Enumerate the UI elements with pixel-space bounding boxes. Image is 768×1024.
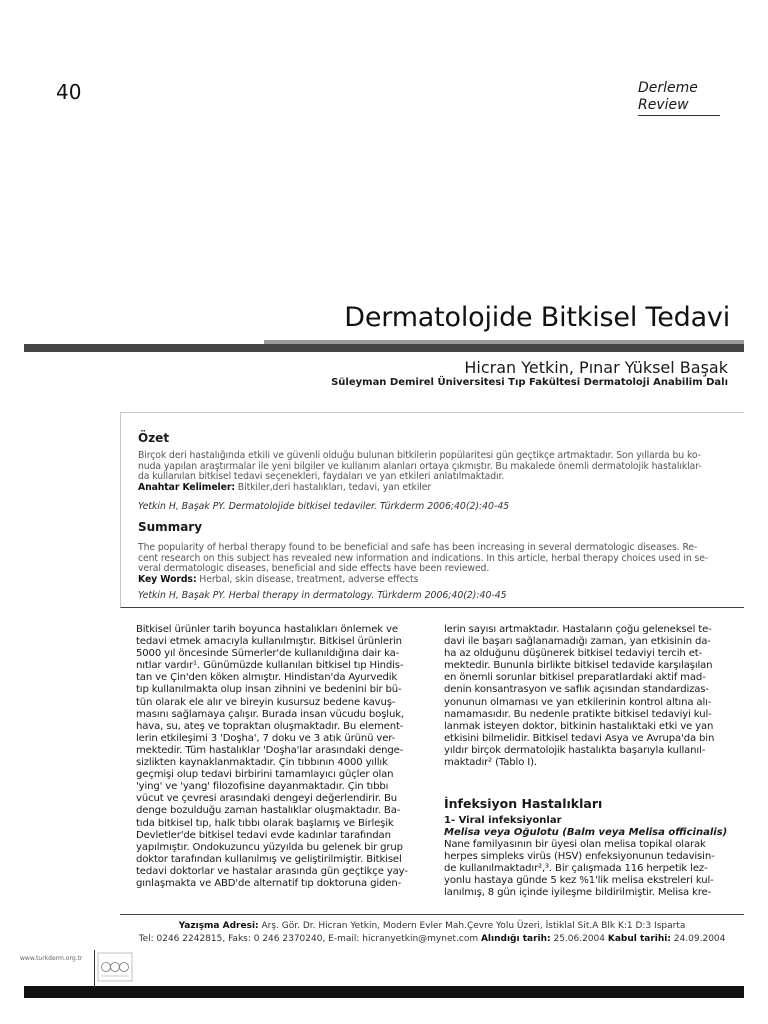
body-line: tan ve Çin'den köken almıştır. Hindistan'da Ayurvedik [136,672,398,684]
body-line: Nane familyasının bir üyesi olan melisa topikal olarak [444,839,706,850]
body-line: tıp kullanılmakta olup insan zihnini ve bedenini bir bü- [136,684,402,696]
body-line: lerin etkileşimi 3 'Doşha', 7 doku ve 3 atık ürünü ver- [136,732,396,744]
body-line: yapılmıştır. Ondokuzuncu yüzyılda bu gelenek bir grup [136,841,403,853]
ozet-keywords-text: Bitkiler,deri hastalıkları, tedavi, yan etkiler [234,481,432,493]
body-line: geçmişi olup tedavi birbirini tamamlayıcı güçler olan [136,769,394,781]
body-column-right [444,624,731,769]
body-line: yonunun olmaması ve yan etkilerinin kontrol altına alı- [444,696,712,708]
footer-contact [120,934,744,944]
ozet-line: da kullanılan bitkisel tedavi seçenekleri, faydaları ve yan etkileri anlatılmaktadır. [138,471,505,482]
body-line: herpes simpleks virüs (HSV) enfeksiyonunun tedavisin- [444,851,715,863]
body-line: etkisini bilmelidir. Bitkisel tedavi Asya ve Avrupa'da bin [444,732,715,744]
section-label-en: Review [638,97,720,116]
ozet-body [138,451,742,493]
bottom-bar [24,986,744,998]
summary-line: veral dermatologic diseases, beneficial and side effects have been reviewed. [138,563,490,574]
body-line: 5000 yıl öncesinde Sümerler'de kullanıldığına dair ka- [136,648,400,660]
summary-heading: Summary [138,520,203,534]
body-line: davi ile başarı sağlanamadığı zaman, yan etkisinin da- [444,636,711,648]
summary-keywords [138,575,742,586]
summary-keywords-label: Key Words: [138,573,197,585]
ozet-keywords [138,483,742,494]
body-column-right-2 [444,839,731,899]
section-heading-infeksiyon: İnfeksiyon Hastalıkları [444,796,603,811]
section-label [638,80,720,116]
ozet-heading: Özet [138,431,170,445]
ozet-line: nuda yapılan araştırmalar ile yeni bilgiler ve kullanım alanları ortaya çıkmıştır. Bu makalede önemli dermatolojik hastalıklar- [138,460,702,472]
body-line: denge bozulduğu zaman hastalıklar oluşmaktadır. Ba- [136,805,401,817]
body-line: lanılmış, 8 gün içinde iyileşme bildirilmiştir. Melisa kre- [444,887,712,899]
summary-line: cent research on this subject has revealed new information and indications. In this article, herbal therapy choices used in se- [138,552,709,564]
body-line: yonlu hastaya günde 5 kez %1'lik melisa ekstreleri kul- [444,875,714,887]
footer-address [120,921,744,931]
summary-citation: Yetkin H, Başak PY. Herbal therapy in dermatology. Türkderm 2006;40(2):40-45 [138,590,507,601]
body-line: mektedir. Bununla birlikte bitkisel tedavide karşılaşılan [444,660,713,672]
footer-address-label: Yazışma Adresi: [178,921,259,931]
body-line: 'ying' ve 'yang' filozofisine dayanmaktadır. Çin tıbbı [136,781,389,793]
summary-body [138,543,742,585]
footer-accepted-label: Kabul tarihi: [607,934,671,944]
body-line: namamasıdır. Bu nedenle pratikte bitkisel tedaviyi kul- [444,708,712,720]
summary-keywords-text: Herbal, skin disease, treatment, adverse effects [196,573,419,585]
subheading-viral: 1- Viral infeksiyonlar [444,815,562,826]
body-line: ha az olduğunu düşünerek bitkisel tedaviyi tercih et- [444,648,703,660]
body-line: de kullanılmaktadır²,³. Bir çalışmada 116 herpetik lez- [444,863,708,875]
subheading-melisa: Melisa veya Oğulotu (Balm veya Melisa officinalis) [444,827,728,838]
footer-received-date: 25.06.2004 [550,934,608,944]
ozet-citation: Yetkin H, Başak PY. Dermatolojide bitkisel tedaviler. Türkderm 2006;40(2):40-45 [138,501,510,512]
body-line: lanmak isteyen doktor, bitkinin hastalıktaki etki ve yan [444,720,714,732]
section-label-tr: Derleme [638,80,698,96]
body-line: doktor tarafından kullanılmış ve geliştirilmiştir. Bitkisel [136,853,402,865]
ozet-keywords-label: Anahtar Kelimeler: [138,481,235,493]
body-line: lerin sayısı artmaktadır. Hastaların çoğu geleneksel te- [444,624,712,635]
body-line: vücut ve çevresi arasındaki dengeyi değerlendirir. Bu [136,793,398,805]
footer-contact-text: Tel: 0246 2242815, Faks: 0 246 2370240, E-mail: hicranyetkin@mynet.com [138,934,481,944]
authors: Hicran Yetkin, Pınar Yüksel Başak [464,358,728,377]
footer-rule [120,914,744,915]
body-line: yıldır birçok dermatolojik hastalıkta başarıyla kullanıl- [444,744,706,756]
footer-received-label: Alındığı tarih: [480,934,551,944]
article-title: Dermatolojide Bitkisel Tedavi [344,302,730,333]
body-line: masını sağlamaya çalışır. Burada insan vücudu boşluk, [136,708,404,720]
affiliation: Süleyman Demirel Üniversitesi Tıp Fakültesi Dermatoloji Anabilim Dalı [331,377,728,388]
website-url: www.turkderm.org.tr [20,955,83,962]
body-line: mektedir. Tüm hastalıklar 'Doşha'lar arasındaki denge- [136,744,404,756]
body-line: tün olarak ele alır ve bireyin kusursuz bedene kavuş- [136,696,396,708]
body-column-left [136,624,423,890]
body-line: Bitkisel ürünler tarih boyunca hastalıkları önlemek ve [136,624,398,635]
title-rule [24,344,744,352]
footer-accepted-date: 24.09.2004 [670,934,726,944]
body-line: denin konsantrasyon ve saflık açısından standardizas- [444,684,709,696]
body-line: sizlikten kaynaklanmaktadır. Çin tıbbının 4000 yıllık [136,757,388,769]
body-line: tıda bitkisel tıp, halk tıbbı olarak başlamış ve Birleşik [136,817,394,829]
body-line: tedavi doktorlar ve hastalar arasında gün geçtikçe yay- [136,865,408,877]
body-line: Devletler'de bitkisel tedavi evde kadınlar tarafından [136,829,391,841]
ozet-line: Birçok deri hastalığında etkili ve güvenli olduğu bulunan bitkilerin popülaritesi gün geçtikçe artmaktadır. Son yıllarda bu ko- [138,450,701,461]
body-line: hava, su, ateş ve topraktan oluşmaktadır. Bu element- [136,720,404,732]
footer-address-text: Arş. Gör. Dr. Hicran Yetkin, Modern Evler Mah.Çevre Yolu Üzeri, İstiklal Sit.A Blk K:1 D:3 Isparta [258,921,686,931]
summary-line: The popularity of herbal therapy found to be beneficial and safe has been increasing in several dermatologic diseases. Re- [138,542,698,553]
journal-logo-icon [97,952,133,982]
body-line: nıtlar vardır¹. Günümüzde kullanılan bitkisel tıp Hindis- [136,660,404,672]
body-line: gınlaşmakta ve ABD'de alternatif tıp doktoruna giden- [136,877,402,889]
page-number: 40 [56,80,82,104]
body-line: maktadır² (Tablo I). [444,757,537,769]
body-line: tedavi etmek amacıyla kullanılmıştır. Bitkisel ürünlerin [136,636,402,648]
body-line: en önemli sorunlar bitkisel preparatlardaki aktif mad- [444,672,706,684]
